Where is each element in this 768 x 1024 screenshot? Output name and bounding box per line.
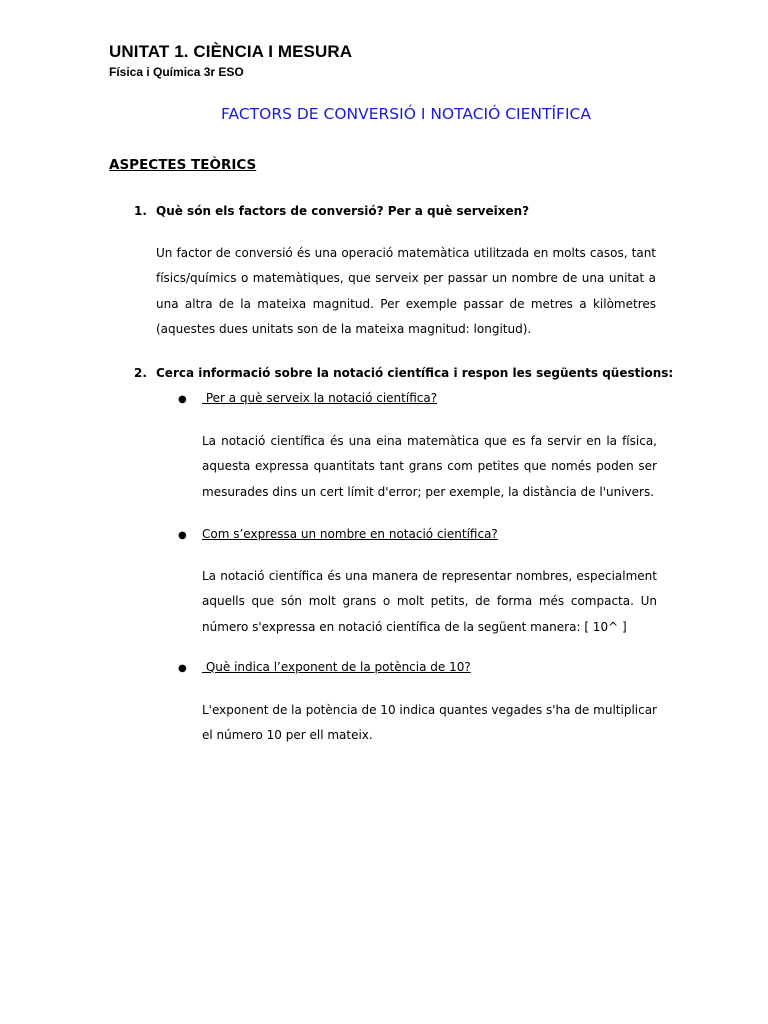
bullet-icon: ● xyxy=(178,394,187,405)
subquestion-2 xyxy=(178,527,498,541)
question-2-number: 2. xyxy=(134,366,147,380)
subquestion-1-text: Per a què serveix la notació científica? xyxy=(202,391,438,405)
question-1-number: 1. xyxy=(134,204,147,218)
question-1 xyxy=(134,204,529,218)
unit-title: UNITAT 1. CIÈNCIA I MESURA xyxy=(109,42,353,61)
subanswer-2: La notació científica és una manera de representar nombres, especialment aquells que són molt grans o molt petits, de forma més compacta. Un número s'expressa en notació científica de la següent manera: [ 10^ ] xyxy=(202,569,657,634)
subanswer-1: La notació científica és una eina matemàtica que es fa servir en la física, aquesta expressa quantitats tant grans com petites que només poden ser mesurades dins un cert límit d'error; per exemple, la distància de l'univers. xyxy=(202,434,657,499)
subquestion-3 xyxy=(178,660,471,674)
bullet-icon: ● xyxy=(178,530,187,541)
answer-1: Un factor de conversió és una operació matemàtica utilitzada en molts casos, tant físics/químics o matemàtiques, que serveix per passar un nombre de una unitat a una altra de la mateixa magnitud. Per exemple passar de metres a kilòmetres (aquestes dues unitats son de la mateixa magnitud: longitud). xyxy=(156,246,656,336)
question-2 xyxy=(134,366,673,380)
subquestion-3-text: Què indica l’exponent de la potència de 10? xyxy=(202,660,471,674)
question-2-text: Cerca informació sobre la notació científica i respon les següents qüestions: xyxy=(156,366,674,380)
bullet-icon: ● xyxy=(178,663,187,674)
question-1-text: Què són els factors de conversió? Per a què serveixen? xyxy=(156,204,530,218)
subject-line: Física i Química 3r ESO xyxy=(109,65,244,79)
section-heading: ASPECTES TEÒRICS xyxy=(109,157,257,173)
document-title: FACTORS DE CONVERSIÓ I NOTACIÓ CIENTÍFICA xyxy=(221,105,591,123)
subquestion-2-text: Com s’expressa un nombre en notació científica? xyxy=(202,527,498,541)
subanswer-3: L'exponent de la potència de 10 indica quantes vegades s'ha de multiplicar el número 10 per ell mateix. xyxy=(202,703,657,743)
subquestion-1 xyxy=(178,391,437,405)
